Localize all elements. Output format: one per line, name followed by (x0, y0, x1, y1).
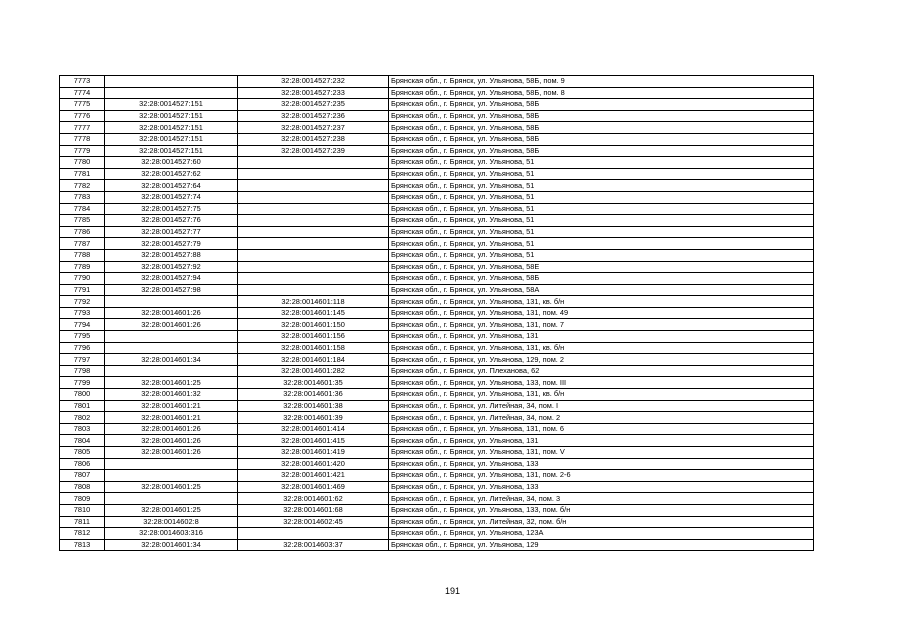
row-number-cell: 7789 (60, 261, 105, 273)
table-row (60, 249, 814, 261)
parcel-number-cell: 32:28:0014601:26 (105, 307, 238, 319)
row-number-cell: 7807 (60, 470, 105, 482)
address-cell: Брянская обл., г. Брянск, ул. Ульянова, 129 (389, 539, 814, 551)
parcel-number-cell: 32:28:0014601:26 (105, 423, 238, 435)
row-number-cell: 7798 (60, 365, 105, 377)
object-number-cell (238, 226, 389, 238)
table-row (60, 215, 814, 227)
address-cell: Брянская обл., г. Брянск, ул. Ульянова, 51 (389, 249, 814, 261)
table-row (60, 87, 814, 99)
object-number-cell: 32:28:0014601:145 (238, 307, 389, 319)
table-row (60, 296, 814, 308)
row-number-cell: 7781 (60, 168, 105, 180)
table-row (60, 331, 814, 343)
object-number-cell (238, 284, 389, 296)
row-number-cell: 7775 (60, 99, 105, 111)
table-row (60, 470, 814, 482)
address-cell: Брянская обл., г. Брянск, ул. Ульянова, 58Б (389, 145, 814, 157)
row-number-cell: 7806 (60, 458, 105, 470)
parcel-number-cell: 32:28:0014601:25 (105, 481, 238, 493)
address-cell: Брянская обл., г. Брянск, ул. Ульянова, 131, кв. б/н (389, 296, 814, 308)
address-cell: Брянская обл., г. Брянск, ул. Ульянова, 131 (389, 435, 814, 447)
object-number-cell (238, 238, 389, 250)
address-cell: Брянская обл., г. Брянск, ул. Ульянова, 58Б (389, 133, 814, 145)
row-number-cell: 7785 (60, 215, 105, 227)
parcel-number-cell (105, 296, 238, 308)
parcel-number-cell: 32:28:0014527:74 (105, 191, 238, 203)
row-number-cell: 7773 (60, 76, 105, 88)
address-cell: Брянская обл., г. Брянск, ул. Ульянова, 51 (389, 215, 814, 227)
object-number-cell (238, 249, 389, 261)
table-row (60, 157, 814, 169)
object-number-cell: 32:28:0014601:419 (238, 447, 389, 459)
address-cell: Брянская обл., г. Брянск, ул. Ульянова, 129, пом. 2 (389, 354, 814, 366)
row-number-cell: 7794 (60, 319, 105, 331)
parcel-number-cell: 32:28:0014601:25 (105, 504, 238, 516)
table-row (60, 226, 814, 238)
row-number-cell: 7778 (60, 133, 105, 145)
row-number-cell: 7792 (60, 296, 105, 308)
address-cell: Брянская обл., г. Брянск, ул. Ульянова, 131, пом. 6 (389, 423, 814, 435)
registry-table-body (60, 76, 814, 551)
row-number-cell: 7780 (60, 157, 105, 169)
parcel-number-cell: 32:28:0014601:21 (105, 400, 238, 412)
address-cell: Брянская обл., г. Брянск, ул. Ульянова, 133 (389, 481, 814, 493)
table-row (60, 458, 814, 470)
parcel-number-cell (105, 493, 238, 505)
row-number-cell: 7799 (60, 377, 105, 389)
table-row (60, 261, 814, 273)
parcel-number-cell: 32:28:0014601:34 (105, 539, 238, 551)
address-cell: Брянская обл., г. Брянск, ул. Плеханова, 62 (389, 365, 814, 377)
table-row (60, 307, 814, 319)
row-number-cell: 7777 (60, 122, 105, 134)
row-number-cell: 7803 (60, 423, 105, 435)
address-cell: Брянская обл., г. Брянск, ул. Ульянова, 131 (389, 331, 814, 343)
parcel-number-cell: 32:28:0014603:316 (105, 528, 238, 540)
object-number-cell: 32:28:0014601:156 (238, 331, 389, 343)
address-cell: Брянская обл., г. Брянск, ул. Ульянова, 51 (389, 168, 814, 180)
parcel-number-cell (105, 470, 238, 482)
parcel-number-cell (105, 458, 238, 470)
parcel-number-cell: 32:28:0014601:25 (105, 377, 238, 389)
parcel-number-cell: 32:28:0014527:76 (105, 215, 238, 227)
row-number-cell: 7812 (60, 528, 105, 540)
parcel-number-cell (105, 331, 238, 343)
row-number-cell: 7800 (60, 389, 105, 401)
object-number-cell (238, 180, 389, 192)
address-cell: Брянская обл., г. Брянск, ул. Ульянова, 58Б (389, 110, 814, 122)
table-row (60, 145, 814, 157)
address-cell: Брянская обл., г. Брянск, ул. Литейная, 34, пом. 3 (389, 493, 814, 505)
table-row (60, 168, 814, 180)
object-number-cell: 32:28:0014527:237 (238, 122, 389, 134)
registry-table (59, 75, 814, 551)
table-row (60, 365, 814, 377)
address-cell: Брянская обл., г. Брянск, ул. Ульянова, 58Б, пом. 8 (389, 87, 814, 99)
table-row (60, 528, 814, 540)
table-row (60, 377, 814, 389)
table-row (60, 180, 814, 192)
address-cell: Брянская обл., г. Брянск, ул. Ульянова, 131, кв. б/н (389, 389, 814, 401)
table-row (60, 423, 814, 435)
object-number-cell (238, 157, 389, 169)
parcel-number-cell: 32:28:0014527:151 (105, 122, 238, 134)
address-cell: Брянская обл., г. Брянск, ул. Ульянова, 51 (389, 157, 814, 169)
object-number-cell: 32:28:0014601:420 (238, 458, 389, 470)
object-number-cell: 32:28:0014527:235 (238, 99, 389, 111)
object-number-cell: 32:28:0014527:236 (238, 110, 389, 122)
parcel-number-cell: 32:28:0014527:62 (105, 168, 238, 180)
row-number-cell: 7783 (60, 191, 105, 203)
object-number-cell: 32:28:0014601:62 (238, 493, 389, 505)
parcel-number-cell: 32:28:0014527:98 (105, 284, 238, 296)
row-number-cell: 7808 (60, 481, 105, 493)
object-number-cell: 32:28:0014527:239 (238, 145, 389, 157)
row-number-cell: 7774 (60, 87, 105, 99)
row-number-cell: 7779 (60, 145, 105, 157)
address-cell: Брянская обл., г. Брянск, ул. Ульянова, 58Б, пом. 9 (389, 76, 814, 88)
parcel-number-cell: 32:28:0014527:92 (105, 261, 238, 273)
object-number-cell (238, 191, 389, 203)
address-cell: Брянская обл., г. Брянск, ул. Ульянова, 51 (389, 203, 814, 215)
row-number-cell: 7782 (60, 180, 105, 192)
parcel-number-cell: 32:28:0014527:77 (105, 226, 238, 238)
object-number-cell: 32:28:0014603:37 (238, 539, 389, 551)
row-number-cell: 7810 (60, 504, 105, 516)
address-cell: Брянская обл., г. Брянск, ул. Ульянова, 51 (389, 238, 814, 250)
table-row (60, 99, 814, 111)
table-row (60, 110, 814, 122)
table-row (60, 354, 814, 366)
table-row (60, 122, 814, 134)
row-number-cell: 7776 (60, 110, 105, 122)
table-row (60, 203, 814, 215)
row-number-cell: 7788 (60, 249, 105, 261)
table-row (60, 284, 814, 296)
parcel-number-cell: 32:28:0014601:32 (105, 389, 238, 401)
address-cell: Брянская обл., г. Брянск, ул. Ульянова, 58Б (389, 99, 814, 111)
table-row (60, 493, 814, 505)
address-cell: Брянская обл., г. Брянск, ул. Литейная, 32, пом. б/н (389, 516, 814, 528)
parcel-number-cell (105, 87, 238, 99)
object-number-cell: 32:28:0014601:421 (238, 470, 389, 482)
object-number-cell: 32:28:0014601:35 (238, 377, 389, 389)
row-number-cell: 7802 (60, 412, 105, 424)
address-cell: Брянская обл., г. Брянск, ул. Ульянова, 131, кв. б/н (389, 342, 814, 354)
object-number-cell: 32:28:0014601:68 (238, 504, 389, 516)
table-row (60, 539, 814, 551)
row-number-cell: 7791 (60, 284, 105, 296)
parcel-number-cell: 32:28:0014527:60 (105, 157, 238, 169)
parcel-number-cell (105, 365, 238, 377)
parcel-number-cell: 32:28:0014527:64 (105, 180, 238, 192)
table-row (60, 273, 814, 285)
object-number-cell: 32:28:0014527:232 (238, 76, 389, 88)
address-cell: Брянская обл., г. Брянск, ул. Ульянова, 131, пом. 49 (389, 307, 814, 319)
row-number-cell: 7793 (60, 307, 105, 319)
parcel-number-cell (105, 342, 238, 354)
table-row (60, 342, 814, 354)
row-number-cell: 7805 (60, 447, 105, 459)
object-number-cell: 32:28:0014601:39 (238, 412, 389, 424)
object-number-cell: 32:28:0014601:118 (238, 296, 389, 308)
row-number-cell: 7787 (60, 238, 105, 250)
table-row (60, 504, 814, 516)
object-number-cell: 32:28:0014601:36 (238, 389, 389, 401)
object-number-cell: 32:28:0014527:238 (238, 133, 389, 145)
address-cell: Брянская обл., г. Брянск, ул. Ульянова, 133 (389, 458, 814, 470)
address-cell: Брянская обл., г. Брянск, ул. Ульянова, 51 (389, 226, 814, 238)
address-cell: Брянская обл., г. Брянск, ул. Ульянова, 51 (389, 180, 814, 192)
table-row (60, 319, 814, 331)
address-cell: Брянская обл., г. Брянск, ул. Ульянова, 131, пом. V (389, 447, 814, 459)
table-row (60, 435, 814, 447)
table-row (60, 76, 814, 88)
address-cell: Брянская обл., г. Брянск, ул. Ульянова, 131, пом. 7 (389, 319, 814, 331)
parcel-number-cell: 32:28:0014601:34 (105, 354, 238, 366)
row-number-cell: 7796 (60, 342, 105, 354)
object-number-cell: 32:28:0014601:150 (238, 319, 389, 331)
address-cell: Брянская обл., г. Брянск, ул. Ульянова, 133, пом. б/н (389, 504, 814, 516)
parcel-number-cell: 32:28:0014601:26 (105, 447, 238, 459)
row-number-cell: 7786 (60, 226, 105, 238)
parcel-number-cell: 32:28:0014527:75 (105, 203, 238, 215)
object-number-cell (238, 168, 389, 180)
row-number-cell: 7809 (60, 493, 105, 505)
object-number-cell: 32:28:0014601:158 (238, 342, 389, 354)
object-number-cell (238, 528, 389, 540)
object-number-cell: 32:28:0014602:45 (238, 516, 389, 528)
object-number-cell: 32:28:0014601:469 (238, 481, 389, 493)
address-cell: Брянская обл., г. Брянск, ул. Ульянова, 58Б (389, 122, 814, 134)
address-cell: Брянская обл., г. Брянск, ул. Литейная, 34, пом. 2 (389, 412, 814, 424)
address-cell: Брянская обл., г. Брянск, ул. Ульянова, 131, пом. 2-6 (389, 470, 814, 482)
table-row (60, 133, 814, 145)
parcel-number-cell: 32:28:0014602:8 (105, 516, 238, 528)
row-number-cell: 7813 (60, 539, 105, 551)
parcel-number-cell: 32:28:0014527:88 (105, 249, 238, 261)
table-row (60, 238, 814, 250)
table-row (60, 412, 814, 424)
parcel-number-cell: 32:28:0014527:151 (105, 99, 238, 111)
parcel-number-cell: 32:28:0014527:79 (105, 238, 238, 250)
address-cell: Брянская обл., г. Брянск, ул. Ульянова, 133, пом. III (389, 377, 814, 389)
table-row (60, 191, 814, 203)
object-number-cell: 32:28:0014601:282 (238, 365, 389, 377)
row-number-cell: 7804 (60, 435, 105, 447)
object-number-cell: 32:28:0014527:233 (238, 87, 389, 99)
parcel-number-cell: 32:28:0014527:94 (105, 273, 238, 285)
address-cell: Брянская обл., г. Брянск, ул. Ульянова, 123А (389, 528, 814, 540)
page-number: 191 (444, 586, 461, 596)
object-number-cell: 32:28:0014601:184 (238, 354, 389, 366)
object-number-cell (238, 215, 389, 227)
table-row (60, 389, 814, 401)
row-number-cell: 7795 (60, 331, 105, 343)
parcel-number-cell: 32:28:0014527:151 (105, 110, 238, 122)
table-row (60, 400, 814, 412)
table-row (60, 516, 814, 528)
row-number-cell: 7801 (60, 400, 105, 412)
row-number-cell: 7790 (60, 273, 105, 285)
parcel-number-cell: 32:28:0014527:151 (105, 145, 238, 157)
object-number-cell (238, 273, 389, 285)
row-number-cell: 7784 (60, 203, 105, 215)
address-cell: Брянская обл., г. Брянск, ул. Литейная, 34, пом. I (389, 400, 814, 412)
object-number-cell (238, 261, 389, 273)
parcel-number-cell: 32:28:0014601:21 (105, 412, 238, 424)
parcel-number-cell (105, 76, 238, 88)
parcel-number-cell: 32:28:0014527:151 (105, 133, 238, 145)
address-cell: Брянская обл., г. Брянск, ул. Ульянова, 58А (389, 284, 814, 296)
parcel-number-cell: 32:28:0014601:26 (105, 435, 238, 447)
object-number-cell: 32:28:0014601:38 (238, 400, 389, 412)
row-number-cell: 7797 (60, 354, 105, 366)
object-number-cell: 32:28:0014601:414 (238, 423, 389, 435)
address-cell: Брянская обл., г. Брянск, ул. Ульянова, 58Б (389, 273, 814, 285)
table-row (60, 481, 814, 493)
parcel-number-cell: 32:28:0014601:26 (105, 319, 238, 331)
address-cell: Брянская обл., г. Брянск, ул. Ульянова, 51 (389, 191, 814, 203)
row-number-cell: 7811 (60, 516, 105, 528)
object-number-cell: 32:28:0014601:415 (238, 435, 389, 447)
address-cell: Брянская обл., г. Брянск, ул. Ульянова, 58Е (389, 261, 814, 273)
table-row (60, 447, 814, 459)
object-number-cell (238, 203, 389, 215)
